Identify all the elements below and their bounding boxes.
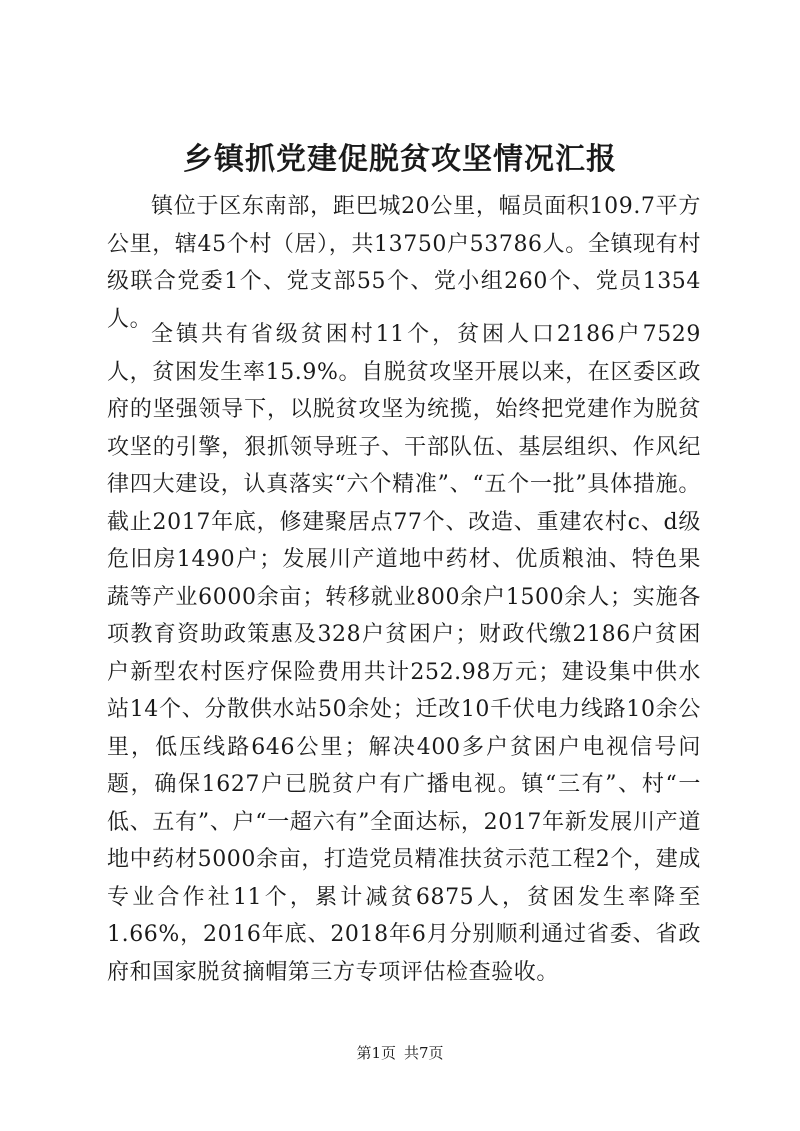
page-total: 共7页: [404, 1044, 444, 1062]
paragraph-overview: 镇位于区东南部，距巴城20公里，幅员面积109.7平方公里，辖45个村（居），共13750户53786人。全镇现有村级联合党委1个、党支部55个、党小组260个、党员1354人。: [107, 194, 701, 332]
page-number: 第1页: [356, 1044, 396, 1062]
page-footer: [0, 1043, 800, 1063]
paragraph-poverty-alleviation: 全镇共有省级贫困村11个，贫困人口2186户7529人，贫困发生率15.9%。自脱贫攻坚开展以来，在区委区政府的坚强领导下，以脱贫攻坚为统揽，始终把党建作为脱贫攻坚的引擎，狠抓领导班子、干部队伍、基层组织、作风纪律四大建设，认真落实“六个精准”、“五个一批”具体措施。截止2017年底，修建聚居点77个、改造、重建农村c、d级危旧房1490户；发展川产道地中药材、优质粮油、特色果蔬等产业6000余亩；转移就业800余户1500余人；实施各项教育资助政策惠及328户贫困户；财政代缴2186户贫困户新型农村医疗保险费用共计252.98万元；建设集中供水站14个、分散供水站50余处；迁改10千伏电力线路10余公里，低压线路646公里；解决400多户贫困户电视信号问题，确保1627户已脱贫户有广播电视。镇“三有”、村“一低、五有”、户“一超六有”全面达标，2017年新发展川产道地中药材5000余亩，打造党员精准扶贫示范工程2个，建成专业合作社11个，累计减贫6875人，贫困发生率降至1.66%，2016年底、2018年6月分别顺利通过省委、省政府和国家脱贫摘帽第三方专项评估检查验收。: [107, 322, 701, 985]
document-title: 乡镇抓党建促脱贫攻坚情况汇报: [183, 142, 617, 177]
